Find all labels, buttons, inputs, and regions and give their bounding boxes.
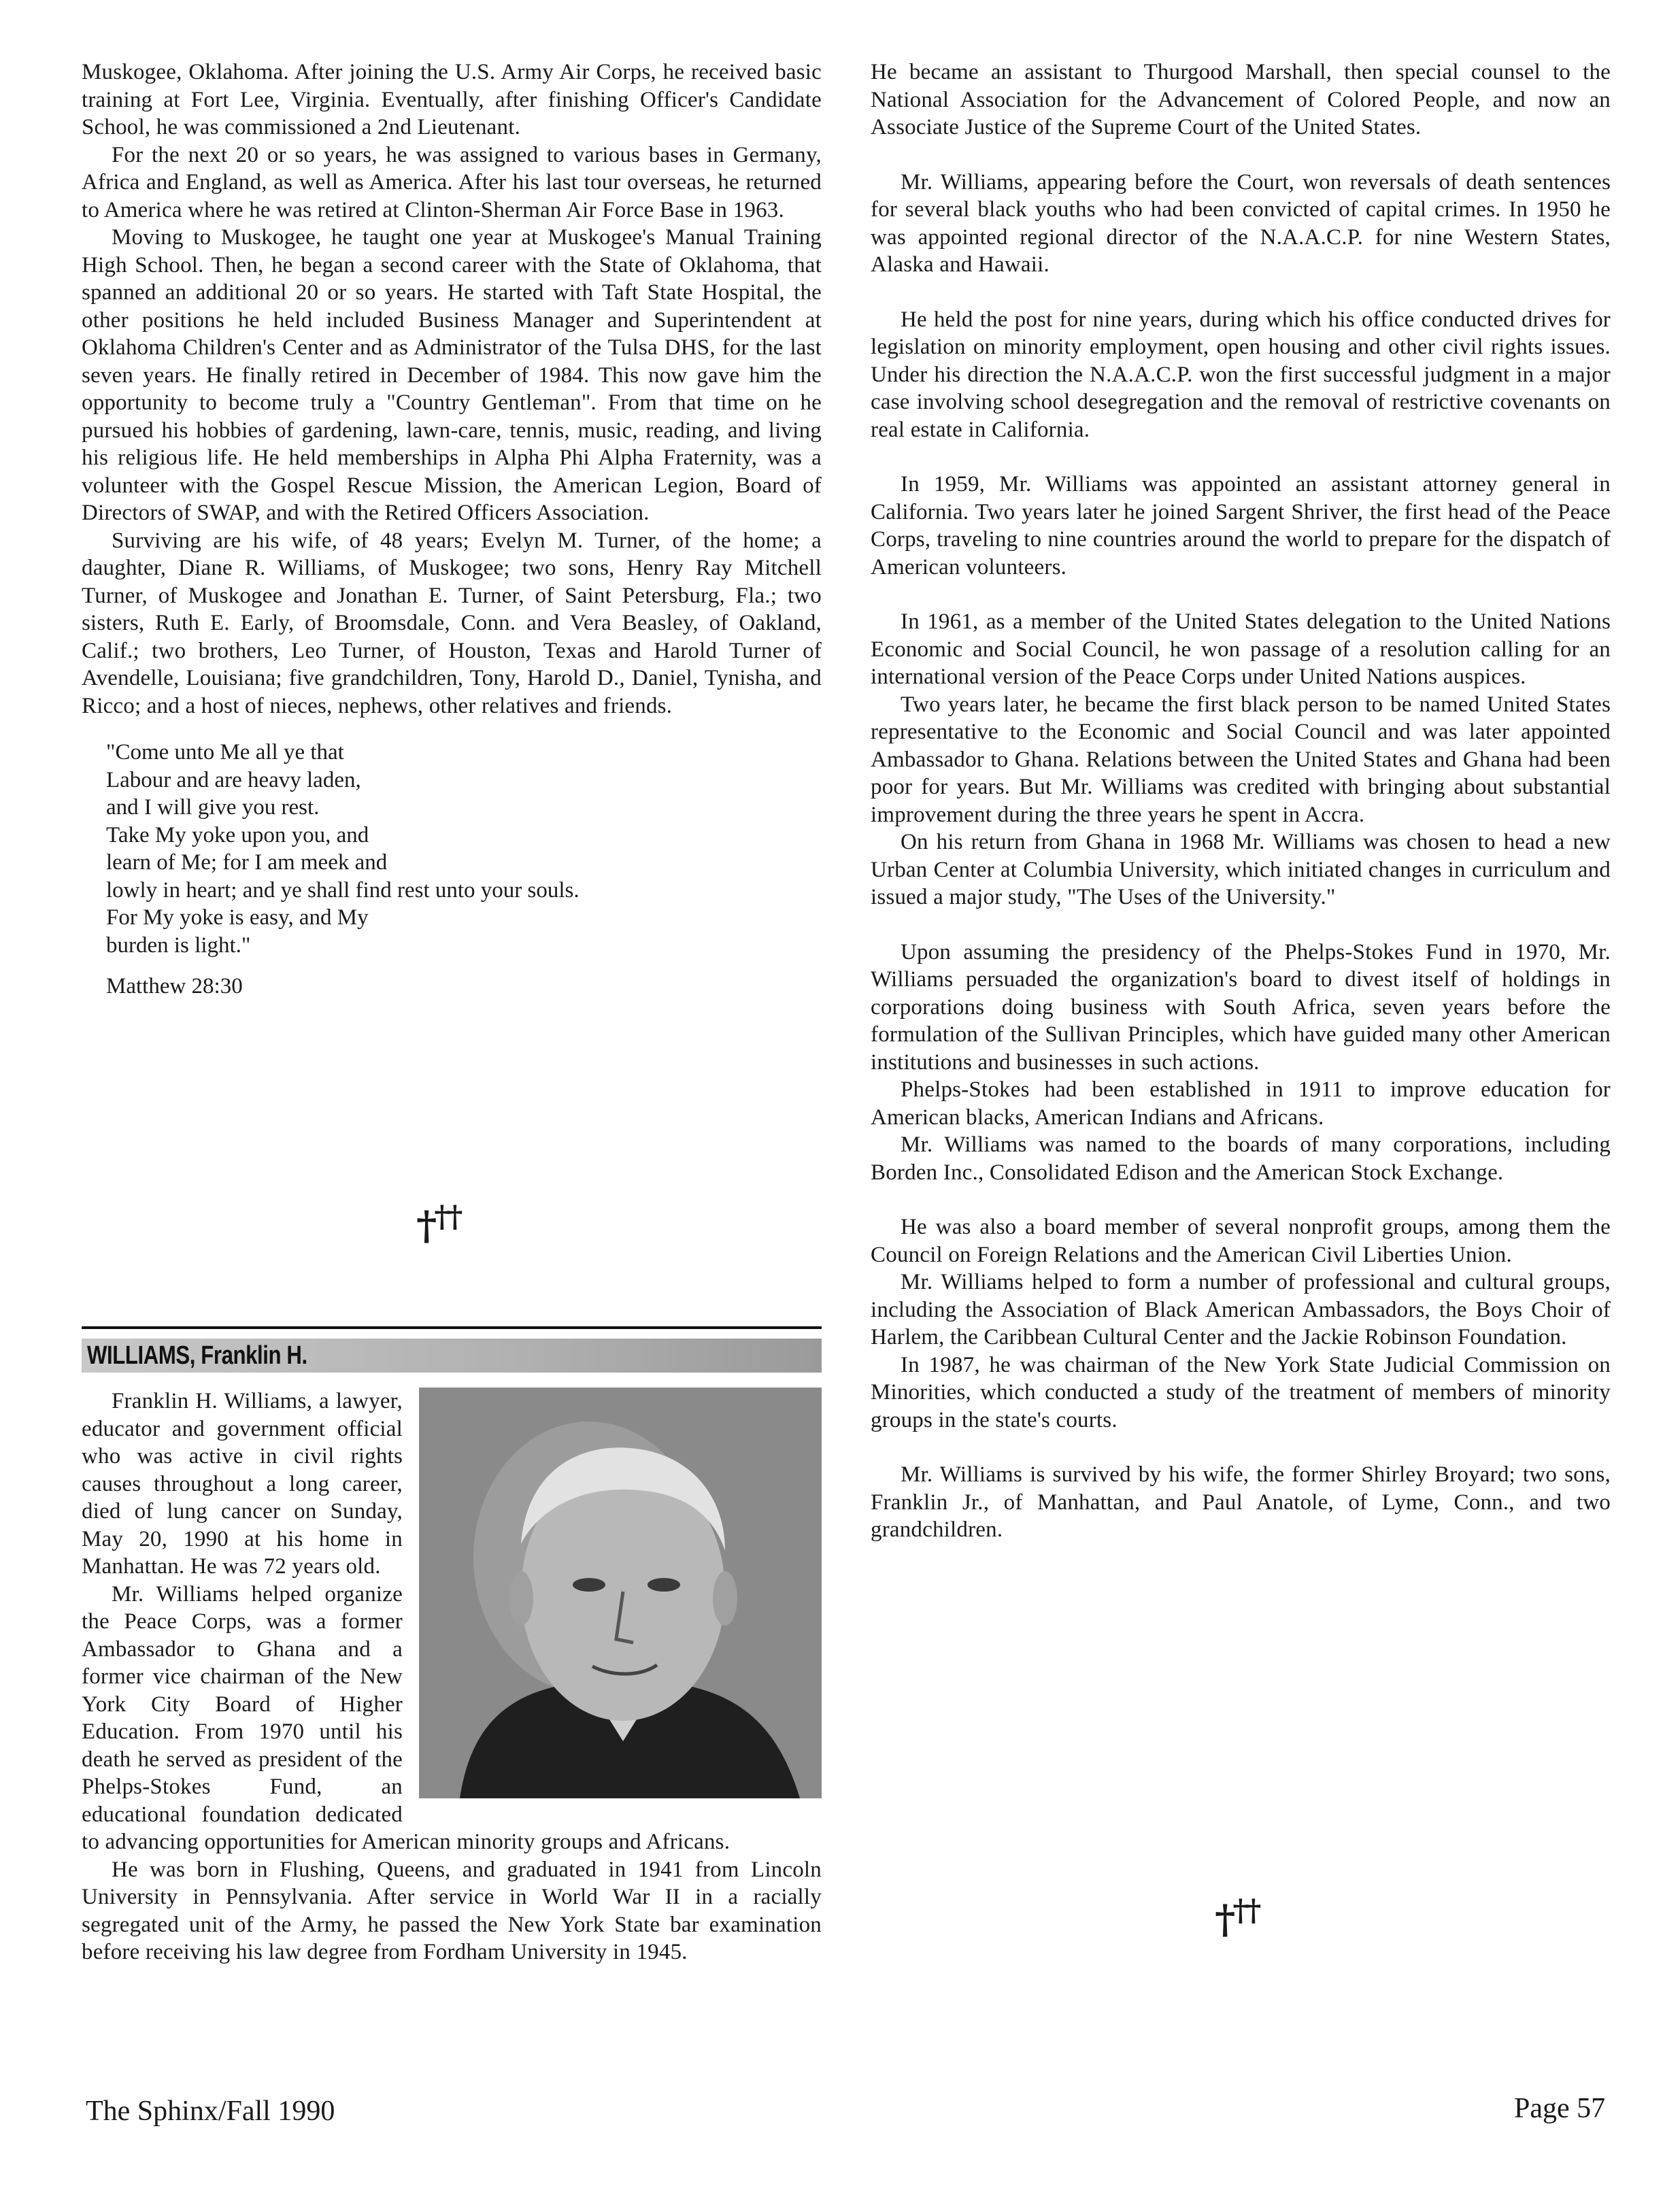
obituary-header (82, 1326, 822, 1374)
paragraph: He became an assistant to Thurgood Marshall, then special counsel to the National Association for the Advancement of Colored People, and now an Associate Justice of the Supreme Court of the United States. (871, 60, 1611, 139)
right-column (871, 58, 1611, 1544)
three-crosses-icon: ††† (416, 1200, 460, 1249)
poem-line: Take My yoke upon you, and (106, 822, 369, 847)
paragraph: Upon assuming the presidency of the Phelps-Stokes Fund in 1970, Mr. Williams persuaded the organization's board to divest itself of holdings in corporations doing business with South Africa, seven years before the formulation of the Sullivan Principles, which have guided many other American institutions and businesses in such actions. (871, 939, 1611, 1075)
obituary-body (82, 1388, 822, 1966)
poem-line: learn of Me; for I am meek and (106, 850, 388, 875)
paragraph: He was born in Flushing, Queens, and graduated in 1941 from Lincoln University in Pennsylvania. After service in World War II in a racially segregated unit of the Army, he passed the New York State bar examination before receiving his law degree from Fordham University in 1945. (82, 1857, 822, 1964)
poem-line: "Come unto Me all ye that (106, 740, 344, 765)
paragraph: Two years later, he became the first black person to be named United States representative to the Economic and Social Council and was later appointed Ambassador to Ghana. Relations between the United States and Ghana had been poor for years. But Mr. Williams was credited with bringing about substantial improvement during the three years he spent in Accra. (871, 692, 1611, 827)
paragraph: On his return from Ghana in 1968 Mr. Williams was chosen to head a new Urban Center at Columbia University, which initiated changes in curriculum and issued a major study, "The Uses of the University." (871, 830, 1611, 909)
poem-line: Labour and are heavy laden, (106, 767, 361, 792)
paragraph: Mr. Williams was named to the boards of many corporations, including Borden Inc., Consolidated Edison and the American Stock Exchange. (871, 1132, 1611, 1185)
paragraph: Surviving are his wife, of 48 years; Evelyn M. Turner, of the home; a daughter, Diane R. Williams, of Muskogee; two sons, Henry Ray Mitchell Turner, of Muskogee and Jonathan E. Turner, of Saint Petersburg, Fla.; two sisters, Ruth E. Early, of Broomsdale, Conn. and Vera Beasley, of Oakland, Calif.; two brothers, Leo Turner, of Houston, Texas and Harold Turner of Avendelle, Louisiana; five grandchildren, Tony, Harold D., Daniel, Tynisha, and Ricco; and a host of nieces, nephews, other relatives and friends. (82, 528, 822, 718)
left-column (82, 58, 822, 1001)
paragraph: Phelps-Stokes had been established in 1911 to improve education for American blacks, American Indians and Africans. (871, 1077, 1611, 1130)
poem-line: lowly in heart; and ye shall find rest unto your souls. (106, 877, 579, 903)
paragraph: Mr. Williams, appearing before the Court, won reversals of death sentences for several black youths who had been convicted of capital crimes. In 1950 he was appointed regional director of the N.A.A.C.P. for nine Western States, Alaska and Hawaii. (871, 169, 1611, 277)
poem-line: burden is light." (106, 933, 251, 958)
paragraph: Muskogee, Oklahoma. After joining the U.S. Army Air Corps, he received basic training at Fort Lee, Virginia. Eventually, after finishing Officer's Candidate School, he was commissioned a 2nd Lieutenant. (82, 60, 822, 139)
portrait-illustration (419, 1388, 822, 1798)
paragraph: In 1987, he was chairman of the New York State Judicial Commission on Minorities, which conducted a study of the treatment of members of minority groups in the state's courts. (871, 1352, 1611, 1432)
paragraph: In 1961, as a member of the United States delegation to the United Nations Economic and Social Council, he won passage of a resolution calling for an international version of the Peace Corps under United Nations auspices. (871, 609, 1611, 689)
paragraph: Moving to Muskogee, he taught one year at Muskogee's Manual Training High School. Then, he began a second career with the State of Oklahoma, that spanned an additional 20 or so years. He started with Taft State Hospital, the other positions he held included Business Manager and Superintendent at Oklahoma Children's Center and as Administrator of the Tulsa DHS, for the last seven years. He finally retired in December of 1984. This now gave him the opportunity to become truly a "Country Gentleman". From that time on he pursued his hobbies of gardening, lawn-care, tennis, music, reading, and living his religious life. He held memberships in Alpha Phi Alpha Fraternity, was a volunteer with the Gospel Rescue Mission, the American Legion, Board of Directors of SWAP, and with the Retired Officers Association. (82, 225, 822, 525)
paragraph: Franklin H. Williams, a lawyer, educator and government official who was active in civil rights causes throughout a long career, died of lung cancer on Sunday, May 20, 1990 at his home in Manhattan. He was 72 years old. (82, 1389, 403, 1579)
scripture-poem (106, 739, 822, 959)
poem-line: For My yoke is easy, and My (106, 905, 369, 930)
three-crosses-icon: ††† (1215, 1894, 1259, 1943)
obituary-name: WILLIAMS, Franklin H. (87, 1341, 307, 1370)
paragraph: He was also a board member of several nonprofit groups, among them the Council on Foreign Relations and the American Civil Liberties Union. (871, 1215, 1611, 1267)
paragraph: He held the post for nine years, during which his office conducted drives for legislation on minority employment, open housing and other civil rights issues. Under his direction the N.A.A.C.P. won the first successful judgment in a major case involving school desegregation and the removal of restrictive covenants on real estate in California. (871, 307, 1611, 442)
header-rule (82, 1326, 822, 1329)
poem-line: and I will give you rest. (106, 795, 320, 820)
publication-footer: The Sphinx/Fall 1990 (86, 2096, 335, 2127)
page-number: Page 57 (1514, 2093, 1606, 2124)
paragraph: In 1959, Mr. Williams was appointed an assistant attorney general in California. Two years later he joined Sargent Shriver, the first head of the Peace Corps, traveling to nine countries around the world to prepare for the dispatch of American volunteers. (871, 472, 1611, 579)
paragraph: For the next 20 or so years, he was assigned to various bases in Germany, Africa and England, as well as America. After his last tour overseas, he returned to America where he was retired at Clinton-Sherman Air Force Base in 1963. (82, 142, 822, 222)
paragraph: Mr. Williams helped to form a number of professional and cultural groups, including the Association of Black American Ambassadors, the Boys Choir of Harlem, the Caribbean Cultural Center and the Jackie Robinson Foundation. (871, 1270, 1611, 1349)
paragraph: Mr. Williams helped organize the Peace Corps, was a former Ambassador to Ghana and a former vice chairman of the New York City Board of Higher Education. From 1970 until his death he served as president of the Phelps-Stokes Fund, an educational foundation dedicated to advancing opportunities for American minority groups and Africans. (82, 1581, 730, 1854)
paragraph: Mr. Williams is survived by his wife, the former Shirley Broyard; two sons, Franklin Jr., of Manhattan, and Paul Anatole, of Lyme, Conn., and two grandchildren. (871, 1462, 1611, 1542)
scripture-citation: Matthew 28:30 (106, 974, 243, 998)
portrait-photo (419, 1388, 822, 1798)
